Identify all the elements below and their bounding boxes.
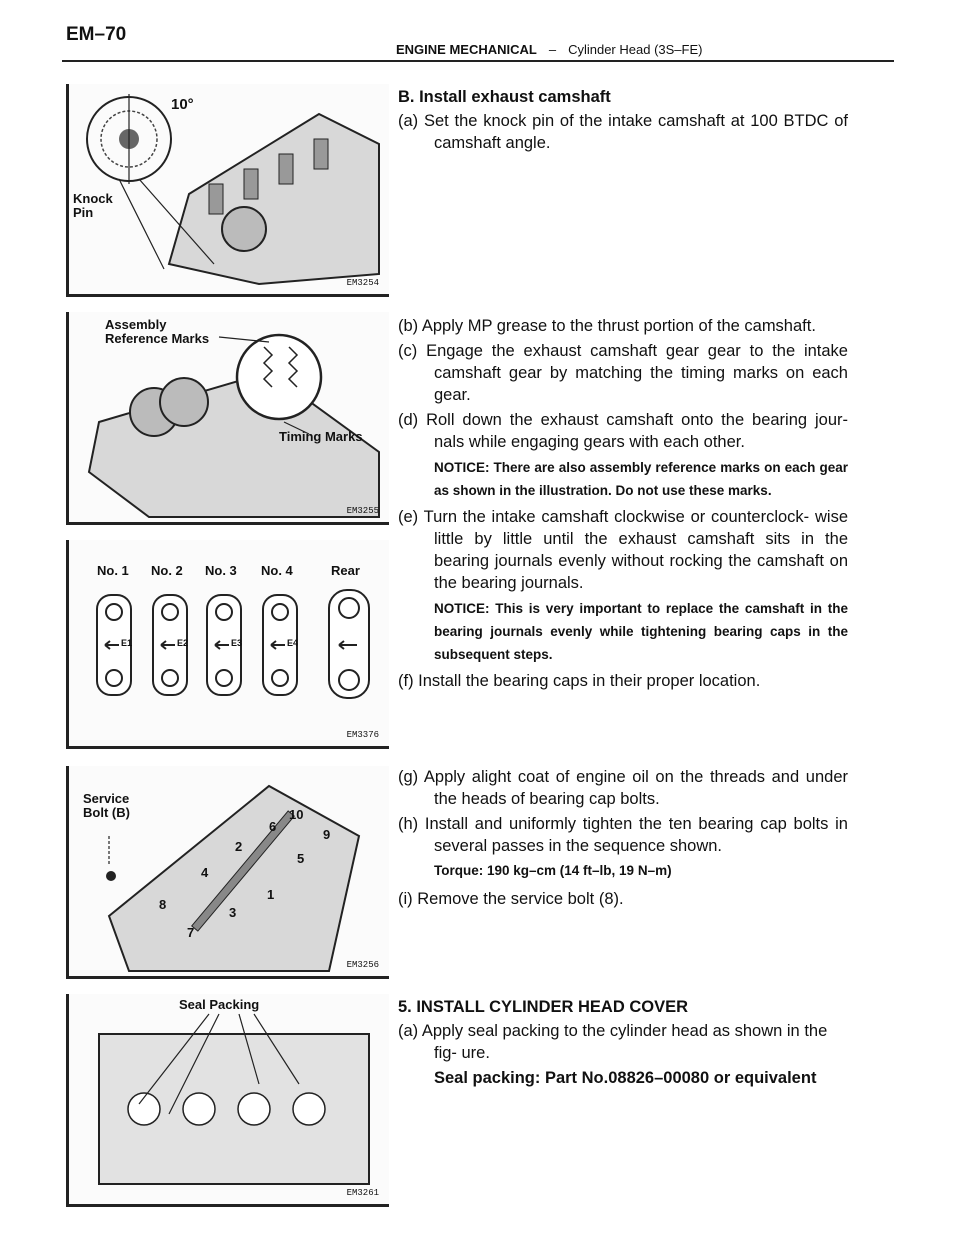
timing-marks-label: Timing Marks bbox=[279, 429, 363, 444]
figure-code: EM3254 bbox=[346, 278, 379, 288]
header-section: ENGINE MECHANICAL bbox=[396, 42, 537, 57]
cap-mark-e2: E2 bbox=[177, 638, 189, 648]
page-number: EM–70 bbox=[66, 24, 127, 45]
assembly-reference-marks-label: Assembly Reference Marks bbox=[105, 317, 210, 346]
step-b: (b) Apply MP grease to the thrust portion of the camshaft. bbox=[398, 317, 816, 335]
section-b-intro bbox=[398, 86, 848, 157]
cap-mark-e3: E3 bbox=[231, 638, 243, 648]
steps-g-to-i bbox=[398, 766, 848, 913]
figure-code: EM3255 bbox=[346, 506, 379, 516]
figure-seal-packing bbox=[66, 994, 389, 1207]
step-f: (f) Install the bearing caps in their proper location. bbox=[398, 672, 761, 690]
cap-mark-e1: E1 bbox=[121, 638, 133, 648]
cap-rear-label: Rear bbox=[331, 563, 360, 578]
bolt-number-10: 10 bbox=[289, 807, 304, 822]
bolt-number-9: 9 bbox=[323, 827, 331, 842]
figure-code: EM3376 bbox=[346, 730, 379, 740]
bolt-number-5: 5 bbox=[297, 851, 305, 866]
figure-bolt-sequence bbox=[66, 766, 389, 979]
figure-bearing-caps bbox=[66, 540, 389, 749]
section-5-heading: 5. INSTALL CYLINDER HEAD COVER bbox=[398, 998, 688, 1016]
bolt-number-6: 6 bbox=[269, 819, 277, 834]
step-a: (a) Set the knock pin of the intake camshaft at 100 BTDC of camshaft angle. bbox=[398, 112, 848, 152]
header-subsection: Cylinder Head (3S–FE) bbox=[568, 42, 703, 57]
step-g: (g) Apply alight coat of engine oil on the threads and under the heads of bearing cap bolts. bbox=[398, 768, 848, 808]
bolt-number-2: 2 bbox=[235, 839, 243, 854]
seal-packing-label: Seal Packing bbox=[179, 997, 260, 1012]
step-d: (d) Roll down the exhaust camshaft onto the bearing jour- nals while engaging gears with each other. bbox=[398, 411, 848, 451]
torque-spec: Torque: 190 kg–cm (14 ft–lb, 19 N–m) bbox=[434, 863, 672, 878]
step-c: (c) Engage the exhaust camshaft gear gear to the intake camshaft gear by matching the timing marks on each gear. bbox=[398, 342, 848, 404]
section-5-step-a: (a) Apply seal packing to the cylinder head as shown in the fig- ure. bbox=[398, 1022, 828, 1062]
step-h: (h) Install and uniformly tighten the ten bearing cap bolts in several passes in the sequence shown. bbox=[398, 815, 848, 855]
bolt-number-7: 7 bbox=[187, 925, 195, 940]
figure-code: EM3261 bbox=[346, 1188, 379, 1198]
running-header bbox=[396, 42, 702, 57]
step-i: (i) Remove the service bolt (8). bbox=[398, 890, 624, 908]
steps-b-to-d bbox=[398, 315, 848, 695]
step-e: (e) Turn the intake camshaft clockwise or counterclock- wise little by little until the exhaust camshaft sits in the bearing journals evenly without rocking the camshaft on the bearing journals. bbox=[398, 508, 848, 592]
notice-bearing-journals: NOTICE: This is very important to replace the camshaft in the bearing journals evenly while tightening bearing caps in the subsequent steps. bbox=[434, 601, 848, 662]
bolt-number-1: 1 bbox=[267, 887, 275, 902]
seal-packing-spec: Seal packing: Part No.08826–00080 or equivalent bbox=[434, 1069, 817, 1087]
cylinder-head-top-illustration bbox=[69, 994, 389, 1204]
section-5 bbox=[398, 996, 848, 1089]
cap-mark-e4: E4 bbox=[287, 638, 299, 648]
section-b-heading: B. Install exhaust camshaft bbox=[398, 88, 611, 106]
notice-assembly-marks: NOTICE: There are also assembly reference marks on each gear as shown in the illustration. Do not use these marks. bbox=[434, 460, 848, 498]
service-bolt-label: Service Bolt (B) bbox=[83, 791, 130, 820]
header-separator: – bbox=[548, 42, 557, 57]
header-rule bbox=[62, 60, 894, 62]
figure-knock-pin bbox=[66, 84, 389, 297]
knock-pin-label: Knock Pin bbox=[73, 191, 113, 220]
bolt-number-4: 4 bbox=[201, 865, 209, 880]
bolt-number-8: 8 bbox=[159, 897, 167, 912]
engine-illustration bbox=[69, 84, 389, 294]
cap-no1-label: No. 1 bbox=[97, 563, 129, 578]
cap-no4-label: No. 4 bbox=[261, 563, 293, 578]
bearing-caps-illustration bbox=[69, 540, 389, 746]
cap-no2-label: No. 2 bbox=[151, 563, 183, 578]
bolt-number-3: 3 bbox=[229, 905, 237, 920]
cap-no3-label: No. 3 bbox=[205, 563, 237, 578]
figure-code: EM3256 bbox=[346, 960, 379, 970]
angle-label: 10° bbox=[171, 96, 194, 113]
figure-timing-marks bbox=[66, 312, 389, 525]
